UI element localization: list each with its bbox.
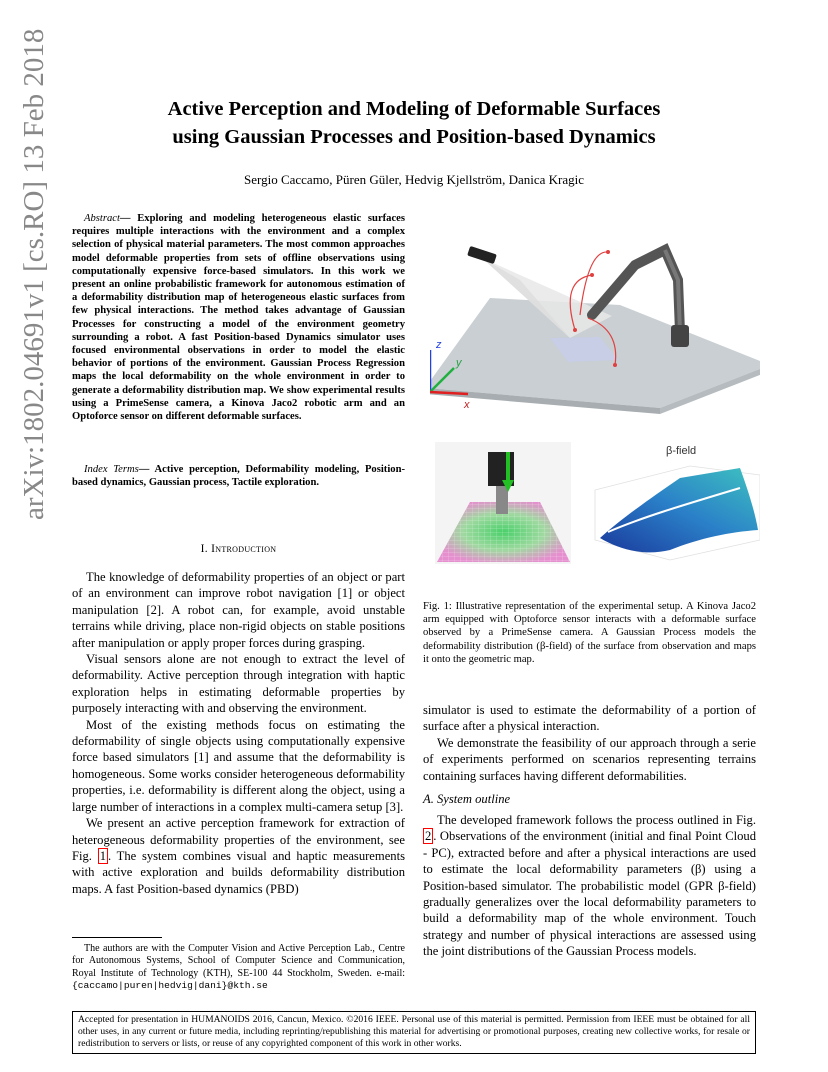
intro-paragraph-4-a: We present an active perception framework for extraction of heterogeneous deformability properties of the environment, see Fig. bbox=[72, 816, 405, 863]
beta-field-surface bbox=[600, 468, 758, 552]
intro-paragraph-1: The knowledge of deformability properties of an object or part of an environment can improve robot navigation [1] or object manipulation [2]. A robot can, for example, avoid unstable terrains while driving, place non-rigid objects on stable positions after manipulation or apply proper forces during grasping. bbox=[72, 570, 405, 650]
footnote-text: The authors are with the Computer Vision and Active Perception Lab., Centre for Autonomous Systems, School of Computer Science and Communication, Royal Institute of Technology (KTH), SE-100 44 Stockholm, Sweden. e-mail: bbox=[72, 943, 405, 979]
camera-icon bbox=[467, 246, 497, 264]
right-paragraph-3 bbox=[423, 812, 756, 960]
intro-paragraph-2: Visual sensors alone are not enough to extract the level of deformability. Active perception through integration with haptic exploration helps in estimating deformable properties by purposely interacting with and observing the environment. bbox=[72, 652, 405, 716]
caption-text: Illustrative representation of the experimental setup. A Kinova Jaco2 arm equipped with Optoforce sensor interacts with a deformable surface observed by a PrimeSense camera. A Gaussian Process models the deformability distribution (β-field) of the surface from observation and maps it onto the geometric map. bbox=[423, 601, 756, 665]
right-paragraph-1: simulator is used to estimate the deformability of a portion of surface after a physical interaction. bbox=[423, 703, 756, 734]
copyright-notice: Accepted for presentation in HUMANOIDS 2016, Cancun, Mexico. ©2016 IEEE. Personal use of this material is permitted. Permission from IEEE must be obtained for all other uses, in any current or future media, including reprinting/republishing this material for advertising or promotional purposes, creating new collective works, for resale or redistribution to servers or lists, or reuse of any copyrighted component of this work in other works. bbox=[72, 1011, 756, 1054]
index-terms-text: — Active perception, Deformability modeling, Position-based dynamics, Gaussian process, Tactile exploration. bbox=[72, 464, 405, 489]
abstract bbox=[72, 212, 405, 423]
fig-2-link[interactable]: 2 bbox=[425, 829, 432, 844]
intro-paragraph-4 bbox=[72, 815, 405, 897]
section-title: Introduction bbox=[211, 543, 277, 555]
footnote-rule bbox=[72, 937, 162, 938]
right-body-bottom bbox=[423, 812, 756, 960]
arxiv-stamp: arXiv:1802.04691v1 [cs.RO] 13 Feb 2018 bbox=[18, 28, 50, 520]
fig-1-link[interactable]: 1 bbox=[99, 848, 106, 863]
axis-y-label: y bbox=[456, 357, 462, 369]
title-line-1: Active Perception and Modeling of Deformable Surfaces bbox=[167, 98, 661, 120]
right-body-top bbox=[423, 702, 756, 784]
footnote-email[interactable]: {caccamo|puren|hedvig|dani}@kth.se bbox=[72, 980, 268, 992]
figure-1-graphic bbox=[430, 220, 760, 580]
paper-title bbox=[0, 95, 828, 151]
intro-paragraph-4-b: . The system combines visual and haptic measurements with active exploration and builds deformability distribution maps. A fast Position-based dynamics (PBD) bbox=[72, 848, 405, 896]
subsection-heading: A. System outline bbox=[423, 792, 511, 806]
footnote bbox=[72, 943, 405, 993]
axis-z-label: z bbox=[436, 339, 442, 351]
right-paragraph-3-a: The developed framework follows the process outlined in Fig. bbox=[437, 813, 756, 827]
index-terms bbox=[72, 463, 405, 489]
abstract-label: Abstract bbox=[84, 213, 120, 224]
figure-1 bbox=[430, 220, 760, 580]
section-number: I. bbox=[200, 543, 212, 555]
title-line-2: using Gaussian Processes and Position-based Dynamics bbox=[172, 126, 656, 148]
axis-x-label: x bbox=[464, 399, 470, 411]
caption-label: Fig. 1: bbox=[423, 601, 452, 612]
beta-field-label: β-field bbox=[666, 445, 697, 457]
right-paragraph-2: We demonstrate the feasibility of our approach through a serie of experiments performed on scenarios representing terrains containing surfaces having different deformabilities. bbox=[423, 735, 756, 783]
right-paragraph-3-b: . Observations of the environment (initial and final Point Cloud - PC), extracted before and after a physical interactions are used to estimate the local deformability parameters (β) using a Position-based simulator. The probabilistic model (GPR β-field) gradually generalizes over the local deformability parameters to build a deformability map of the whole environment. Touch strategy and number of physical interactions are assessed using the joint distributions of the Gaussian Process models. bbox=[423, 829, 756, 959]
intro-body bbox=[72, 569, 405, 897]
index-terms-label: Index Terms bbox=[84, 464, 139, 475]
section-heading bbox=[72, 543, 405, 555]
abstract-text: — Exploring and modeling heterogeneous elastic surfaces requires multiple interactions with the environment and a complex selection of physical material parameters. The most common approaches model deformable properties from sets of offline observations using computationally expensive force-based simulators. In this work we present an online probabilistic framework for autonomous estimation of a deformability distribution map of heterogeneous elastic surfaces from few physical interactions. The method takes advantage of Gaussian Processes for constructing a model of the environment geometry surrounding a robot. A fast Position-based Dynamics simulator uses focused environmental observations in order to model the elastic behavior of portions of the environment. Gaussian Process Regression maps the local deformability on the whole environment in order to generate a deformability distribution map. We show experimental results using a PrimeSense camera, a Kinova Jaco2 robotic arm and an Optoforce sensor on different deformable surfaces. bbox=[72, 213, 405, 423]
intro-paragraph-3: Most of the existing methods focus on estimating the deformability of single objects using computationally expensive force based simulators [1] and assume that the deformability is homogeneous. Some works consider heterogeneous deformability properties, i.e. deformability is different along the object, using a large number of interactions in a complex multi-camera setup [3]. bbox=[72, 717, 405, 814]
figure-1-caption bbox=[423, 600, 756, 666]
author-list: Sergio Caccamo, Püren Güler, Hedvig Kjellström, Danica Kragic bbox=[243, 172, 585, 187]
